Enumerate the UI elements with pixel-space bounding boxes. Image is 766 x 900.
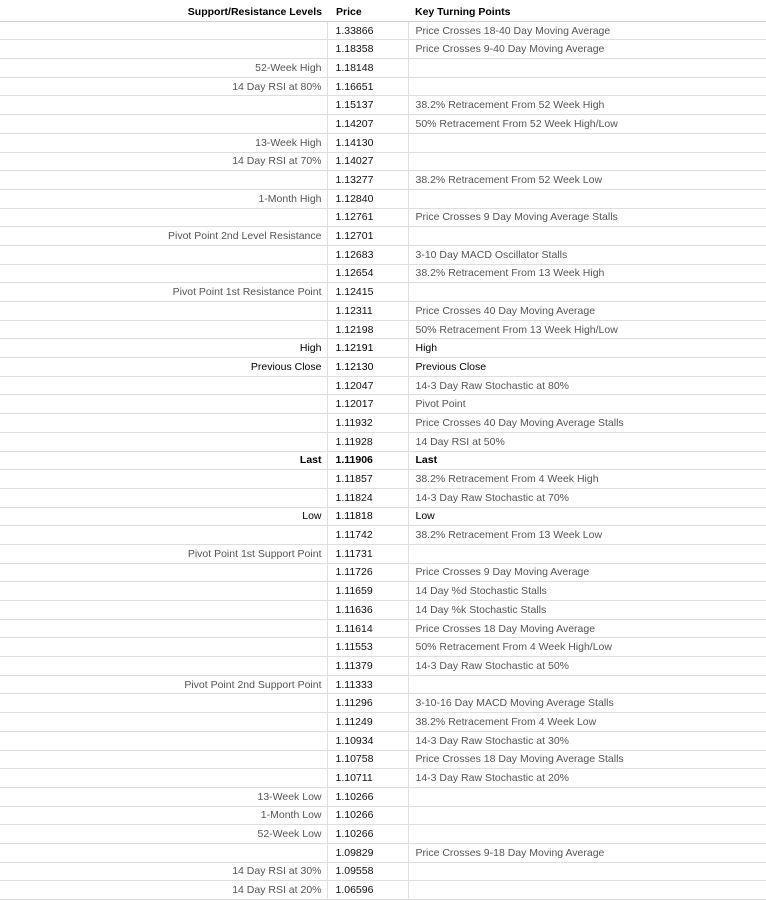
price-cell: 1.12047 <box>327 376 408 395</box>
price-cell: 1.18358 <box>327 40 408 59</box>
level-cell <box>0 638 327 657</box>
price-cell: 1.16651 <box>327 77 408 96</box>
level-cell: 14 Day RSI at 20% <box>0 881 327 900</box>
level-cell <box>0 582 327 601</box>
price-cell: 1.13277 <box>327 171 408 190</box>
price-cell: 1.14027 <box>327 152 408 171</box>
table-row <box>0 395 766 414</box>
table-row <box>0 619 766 638</box>
price-cell: 1.09829 <box>327 843 408 862</box>
price-cell: 1.12198 <box>327 320 408 339</box>
level-cell <box>0 488 327 507</box>
turning-point-cell: 14-3 Day Raw Stochastic at 30% <box>408 731 766 750</box>
level-cell <box>0 769 327 788</box>
price-cell: 1.18148 <box>327 59 408 78</box>
turning-point-cell <box>408 189 766 208</box>
level-cell <box>0 302 327 321</box>
price-cell: 1.14207 <box>327 115 408 134</box>
price-cell: 1.06596 <box>327 881 408 900</box>
turning-point-cell: 38.2% Retracement From 13 Week Low <box>408 526 766 545</box>
level-cell <box>0 96 327 115</box>
turning-point-cell: Previous Close <box>408 358 766 377</box>
level-cell <box>0 40 327 59</box>
turning-point-cell: 3-10 Day MACD Oscillator Stalls <box>408 245 766 264</box>
price-cell: 1.11742 <box>327 526 408 545</box>
turning-point-cell: 50% Retracement From 4 Week High/Low <box>408 638 766 657</box>
price-cell: 1.11249 <box>327 713 408 732</box>
table-row <box>0 544 766 563</box>
table-row <box>0 825 766 844</box>
turning-point-cell <box>408 806 766 825</box>
turning-point-cell: Price Crosses 9 Day Moving Average Stalls <box>408 208 766 227</box>
turning-point-cell: 38.2% Retracement From 13 Week High <box>408 264 766 283</box>
level-cell <box>0 414 327 433</box>
turning-point-cell: Last <box>408 451 766 470</box>
table-row <box>0 806 766 825</box>
level-cell <box>0 395 327 414</box>
level-cell <box>0 320 327 339</box>
price-column-header: Price <box>327 3 408 21</box>
table-row <box>0 302 766 321</box>
turning-point-cell <box>408 862 766 881</box>
price-cell: 1.11553 <box>327 638 408 657</box>
table-row <box>0 881 766 900</box>
turning-point-cell: 38.2% Retracement From 52 Week High <box>408 96 766 115</box>
level-cell: Previous Close <box>0 358 327 377</box>
price-cell: 1.12311 <box>327 302 408 321</box>
turning-point-cell: 38.2% Retracement From 4 Week Low <box>408 713 766 732</box>
turning-point-cell: Pivot Point <box>408 395 766 414</box>
price-cell: 1.14130 <box>327 133 408 152</box>
price-cell: 1.10266 <box>327 806 408 825</box>
table-row <box>0 657 766 676</box>
price-cell: 1.12654 <box>327 264 408 283</box>
price-cell: 1.12701 <box>327 227 408 246</box>
turning-point-cell: 50% Retracement From 13 Week High/Low <box>408 320 766 339</box>
level-cell: 14 Day RSI at 80% <box>0 77 327 96</box>
turning-point-cell: 14 Day %k Stochastic Stalls <box>408 601 766 620</box>
level-cell: 14 Day RSI at 70% <box>0 152 327 171</box>
table-row <box>0 320 766 339</box>
level-cell <box>0 657 327 676</box>
table-row <box>0 787 766 806</box>
price-cell: 1.12840 <box>327 189 408 208</box>
level-cell <box>0 750 327 769</box>
table-row <box>0 769 766 788</box>
level-cell: Pivot Point 2nd Level Resistance <box>0 227 327 246</box>
level-cell <box>0 470 327 489</box>
level-cell <box>0 208 327 227</box>
turning-point-cell: Price Crosses 18-40 Day Moving Average <box>408 21 766 40</box>
table-row <box>0 189 766 208</box>
table-body <box>0 21 766 899</box>
price-cell: 1.10266 <box>327 825 408 844</box>
turning-point-cell: Price Crosses 9 Day Moving Average <box>408 563 766 582</box>
turning-point-cell <box>408 59 766 78</box>
table-row <box>0 96 766 115</box>
price-cell: 1.11379 <box>327 657 408 676</box>
turning-point-cell: Price Crosses 18 Day Moving Average <box>408 619 766 638</box>
turning-point-cell <box>408 77 766 96</box>
turning-point-cell <box>408 881 766 900</box>
price-cell: 1.12683 <box>327 245 408 264</box>
price-cell: 1.33866 <box>327 21 408 40</box>
table-row <box>0 862 766 881</box>
table-row <box>0 376 766 395</box>
table-row <box>0 731 766 750</box>
level-cell <box>0 713 327 732</box>
level-cell <box>0 21 327 40</box>
turning-point-cell <box>408 227 766 246</box>
level-cell <box>0 731 327 750</box>
price-cell: 1.11726 <box>327 563 408 582</box>
turning-point-cell: 14-3 Day Raw Stochastic at 20% <box>408 769 766 788</box>
price-cell: 1.12130 <box>327 358 408 377</box>
price-cell: 1.10266 <box>327 787 408 806</box>
table-row <box>0 59 766 78</box>
level-cell <box>0 563 327 582</box>
table-row <box>0 713 766 732</box>
level-cell <box>0 694 327 713</box>
price-cell: 1.11906 <box>327 451 408 470</box>
turning-point-cell: 14-3 Day Raw Stochastic at 80% <box>408 376 766 395</box>
level-cell: 52-Week High <box>0 59 327 78</box>
turning-point-cell: Price Crosses 9-18 Day Moving Average <box>408 843 766 862</box>
price-cell: 1.11928 <box>327 432 408 451</box>
price-cell: 1.12761 <box>327 208 408 227</box>
price-cell: 1.11296 <box>327 694 408 713</box>
table-row <box>0 414 766 433</box>
table-row <box>0 563 766 582</box>
level-cell <box>0 245 327 264</box>
price-cell: 1.11932 <box>327 414 408 433</box>
table-row <box>0 601 766 620</box>
turning-point-cell <box>408 133 766 152</box>
table-row <box>0 526 766 545</box>
support-resistance-table <box>0 3 766 900</box>
level-cell: Pivot Point 2nd Support Point <box>0 675 327 694</box>
level-cell <box>0 619 327 638</box>
table-row <box>0 507 766 526</box>
level-cell <box>0 115 327 134</box>
turning-point-cell <box>408 283 766 302</box>
table-row <box>0 21 766 40</box>
table-row <box>0 750 766 769</box>
turning-point-cell: Price Crosses 40 Day Moving Average Stalls <box>408 414 766 433</box>
level-cell <box>0 432 327 451</box>
price-cell: 1.11818 <box>327 507 408 526</box>
price-cell: 1.12017 <box>327 395 408 414</box>
turning-point-cell: 14-3 Day Raw Stochastic at 70% <box>408 488 766 507</box>
table-row <box>0 358 766 377</box>
table-row <box>0 171 766 190</box>
levels-column-header: Support/Resistance Levels <box>0 3 327 21</box>
table-row <box>0 432 766 451</box>
turning-point-cell <box>408 152 766 171</box>
level-cell: 14 Day RSI at 30% <box>0 862 327 881</box>
table-row <box>0 582 766 601</box>
level-cell: 13-Week High <box>0 133 327 152</box>
level-cell <box>0 376 327 395</box>
table-row <box>0 208 766 227</box>
level-cell: 13-Week Low <box>0 787 327 806</box>
table-row <box>0 77 766 96</box>
turning-point-cell <box>408 787 766 806</box>
table-row <box>0 675 766 694</box>
table-row <box>0 245 766 264</box>
level-cell: Low <box>0 507 327 526</box>
price-cell: 1.11659 <box>327 582 408 601</box>
turning-point-cell <box>408 825 766 844</box>
turning-point-cell: 14-3 Day Raw Stochastic at 50% <box>408 657 766 676</box>
level-cell: 1-Month High <box>0 189 327 208</box>
turning-point-cell: 14 Day %d Stochastic Stalls <box>408 582 766 601</box>
price-cell: 1.11636 <box>327 601 408 620</box>
turning-point-cell: 14 Day RSI at 50% <box>408 432 766 451</box>
level-cell <box>0 526 327 545</box>
price-cell: 1.11857 <box>327 470 408 489</box>
level-cell: Last <box>0 451 327 470</box>
price-cell: 1.10934 <box>327 731 408 750</box>
table-row <box>0 470 766 489</box>
price-cell: 1.10711 <box>327 769 408 788</box>
table-row <box>0 488 766 507</box>
turning-point-cell: 3-10-16 Day MACD Moving Average Stalls <box>408 694 766 713</box>
table-row <box>0 264 766 283</box>
table-row <box>0 152 766 171</box>
table-row <box>0 283 766 302</box>
level-cell: Pivot Point 1st Resistance Point <box>0 283 327 302</box>
turning-point-cell: Price Crosses 9-40 Day Moving Average <box>408 40 766 59</box>
level-cell: High <box>0 339 327 358</box>
price-cell: 1.15137 <box>327 96 408 115</box>
price-cell: 1.11824 <box>327 488 408 507</box>
table-row <box>0 843 766 862</box>
price-cell: 1.11333 <box>327 675 408 694</box>
price-cell: 1.11731 <box>327 544 408 563</box>
turning-point-cell <box>408 675 766 694</box>
price-cell: 1.12415 <box>327 283 408 302</box>
turning-point-cell: 38.2% Retracement From 4 Week High <box>408 470 766 489</box>
level-cell: 1-Month Low <box>0 806 327 825</box>
table-row <box>0 40 766 59</box>
turning-point-cell: 50% Retracement From 52 Week High/Low <box>408 115 766 134</box>
turning-points-column-header: Key Turning Points <box>408 3 766 21</box>
turning-point-cell: Price Crosses 40 Day Moving Average <box>408 302 766 321</box>
price-cell: 1.11614 <box>327 619 408 638</box>
table-row <box>0 133 766 152</box>
pivot-table-container <box>0 3 766 900</box>
turning-point-cell: High <box>408 339 766 358</box>
turning-point-cell: 38.2% Retracement From 52 Week Low <box>408 171 766 190</box>
turning-point-cell <box>408 544 766 563</box>
level-cell <box>0 601 327 620</box>
table-row <box>0 227 766 246</box>
turning-point-cell: Price Crosses 18 Day Moving Average Stalls <box>408 750 766 769</box>
level-cell: Pivot Point 1st Support Point <box>0 544 327 563</box>
level-cell <box>0 171 327 190</box>
table-row <box>0 339 766 358</box>
price-cell: 1.09558 <box>327 862 408 881</box>
table-row <box>0 115 766 134</box>
turning-point-cell: Low <box>408 507 766 526</box>
level-cell: 52-Week Low <box>0 825 327 844</box>
table-row <box>0 638 766 657</box>
level-cell <box>0 264 327 283</box>
price-cell: 1.10758 <box>327 750 408 769</box>
price-cell: 1.12191 <box>327 339 408 358</box>
table-row <box>0 694 766 713</box>
table-header-row <box>0 3 766 21</box>
level-cell <box>0 843 327 862</box>
table-row <box>0 451 766 470</box>
